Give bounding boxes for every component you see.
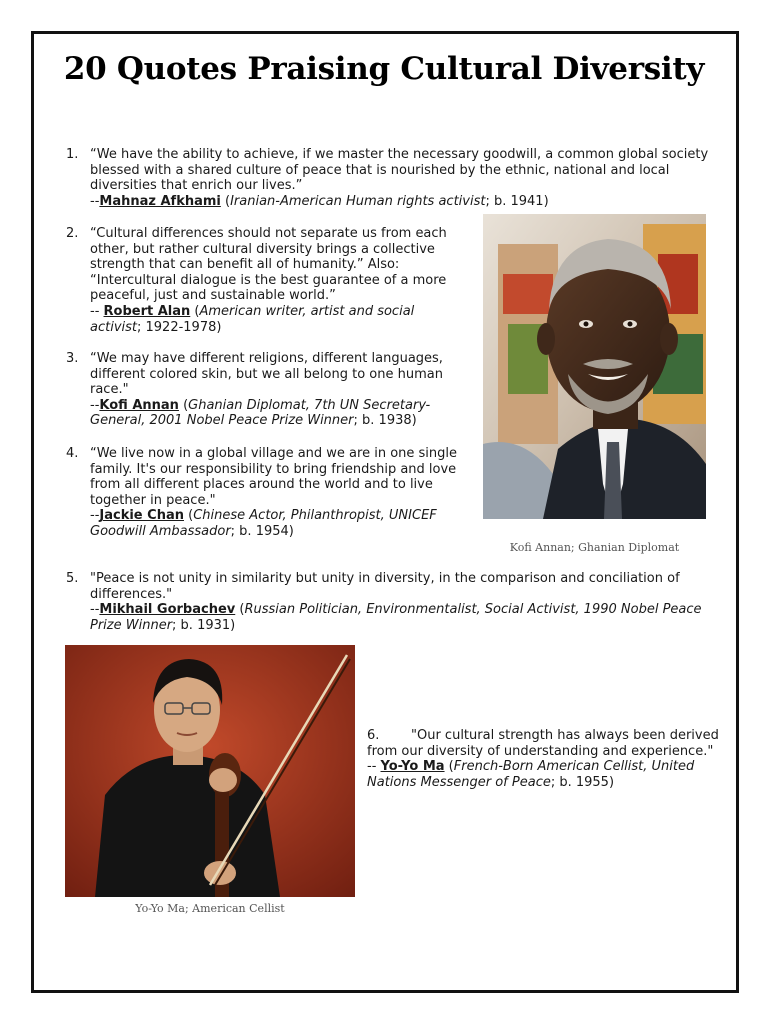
quote-attribution (367, 759, 722, 790)
quote-item-6 (367, 728, 722, 790)
quote-text: “We have the ability to achieve, if we master the necessary goodwill, a common global society blessed with a shared culture of peace that is nourished by the ethnic, national and local diversities that enrich our lives.” (90, 147, 709, 194)
author-description: Russian Politician, Environmentalist, Social Activist, 1990 Nobel Peace Prize Winner (90, 602, 702, 633)
author-description: American writer, artist and social activist (90, 303, 415, 335)
quote-attribution (90, 398, 450, 429)
author-name: Yo-Yo Ma (380, 759, 445, 775)
yo-yo-ma-photo (65, 645, 355, 897)
quote-item-2 (66, 226, 450, 335)
quote-attribution (90, 602, 730, 633)
attribution-dash: -- (367, 759, 381, 775)
attribution-open: ( (444, 759, 454, 775)
quote-text-body: "Our cultural strength has always been derived from our diversity of understanding and experience." (367, 728, 719, 759)
quote-number: 3. (66, 351, 79, 366)
quote-number: 6. (367, 728, 380, 743)
quote-text: “We may have different religions, different languages, different colored skin, but we all belong to one human race." (90, 351, 443, 398)
quote-item-3 (66, 351, 450, 429)
quote-item-4 (66, 446, 460, 540)
quote-attribution (90, 508, 460, 539)
author-name: Kofi Annan (99, 397, 179, 413)
author-name: Mikhail Gorbachev (99, 602, 236, 618)
attribution-dash: -- (90, 602, 100, 618)
author-dates: ; 1922-1978) (137, 319, 222, 335)
quote-text: “Cultural differences should not separate us from each other, but rather cultural diversity brings a collective strength that can benefit all of humanity.” Also: “Intercultural dialogue is the best guarantee of a more peaceful, just and sustainable world.” (90, 226, 447, 304)
attribution-open: ( (183, 508, 194, 524)
author-name: Mahnaz Afkhami (99, 193, 221, 209)
author-dates: ; b. 1938) (353, 413, 417, 429)
quote-number: 2. (66, 226, 79, 241)
author-name: Jackie Chan (99, 508, 184, 524)
author-dates: ; b. 1931) (172, 617, 236, 633)
author-description: French-Born American Cellist, United Nations Messenger of Peace (367, 759, 695, 790)
author-dates: ; b. 1941) (485, 193, 549, 209)
quote-text: “We live now in a global village and we are in one single family. It's our responsibility to bring friendship and love from all different places around the world and to live together in peace." (90, 446, 458, 508)
kofi-annan-photo (483, 214, 706, 519)
quote-attribution (90, 194, 730, 210)
portrait-photo-icon (65, 645, 355, 897)
quote-text: "Peace is not unity in similarity but unity in diversity, in the comparison and conciliation of differences." (90, 571, 680, 602)
attribution-dash: -- (90, 508, 100, 524)
photo-caption: Kofi Annan; Ghanian Diplomat (509, 541, 680, 554)
quote-item-5 (66, 571, 730, 633)
author-description: Ghanian Diplomat, 7th UN Secretary-General, 2001 Nobel Peace Prize Winner (90, 397, 431, 429)
quote-number: 4. (66, 446, 79, 461)
author-dates: ; b. 1955) (550, 774, 615, 790)
author-description: Chinese Actor, Philanthropist, UNICEF Goodwill Ambassador (90, 508, 437, 539)
attribution-open: ( (235, 602, 245, 618)
attribution-open: ( (190, 303, 200, 319)
attribution-dash: -- (90, 397, 100, 413)
photo-caption: Yo-Yo Ma; American Cellist (135, 902, 285, 915)
quote-number: 5. (66, 571, 79, 586)
quote-item-1 (66, 147, 730, 209)
attribution-open: ( (220, 193, 231, 209)
quote-number: 1. (66, 147, 79, 162)
quote-attribution (90, 304, 450, 335)
author-dates: ; b. 1954) (230, 523, 294, 539)
attribution-open: ( (178, 397, 189, 413)
portrait-photo-icon (483, 214, 706, 519)
attribution-dash: -- (90, 193, 100, 209)
author-description: Iranian-American Human rights activist (230, 193, 486, 209)
quote-text (367, 728, 722, 759)
page-title: 20 Quotes Praising Cultural Diversity (63, 51, 705, 87)
author-name: Robert Alan (103, 303, 191, 319)
attribution-dash: -- (90, 303, 104, 319)
